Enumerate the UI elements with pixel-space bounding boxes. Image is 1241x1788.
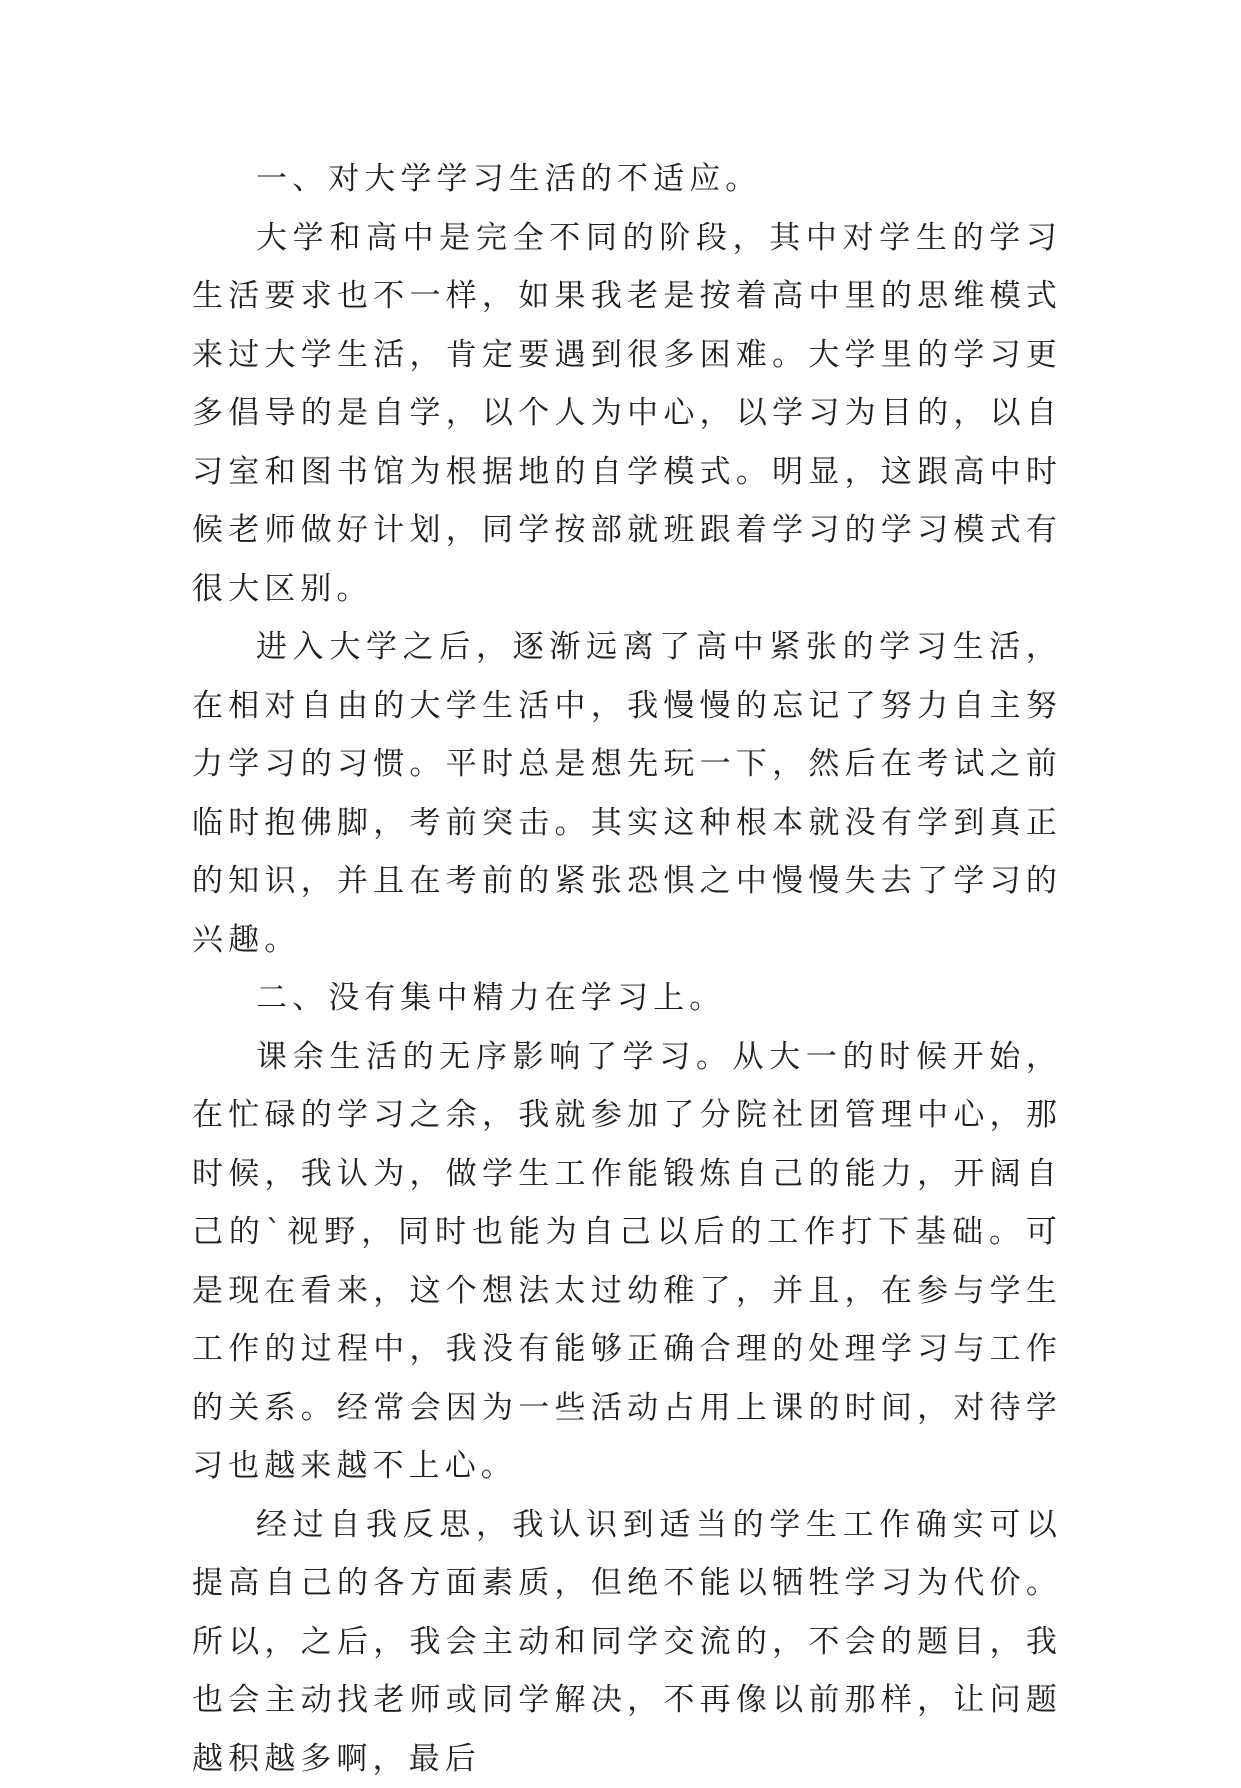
document-body — [192, 150, 1062, 1788]
paragraph-3: 课余生活的无序影响了学习。从大一的时候开始，在忙碌的学习之余，我就参加了分院社团管理中心，那时候，我认为，做学生工作能锻炼自己的能力，开阔自己的`视野，同时也能为自己以后的工作打下基础。可是现在看来，这个想法太过幼稚了，并且，在参与学生工作的过程中，我没有能够正确合理的处理学习与工作的关系。经常会因为一些活动占用上课的时间，对待学习也越来越不上心。 — [192, 1028, 1062, 1496]
section-heading-2: 二、没有集中精力在学习上。 — [192, 969, 1062, 1028]
paragraph-4: 经过自我反思，我认识到适当的学生工作确实可以提高自己的各方面素质，但绝不能以牺牲学习为代价。所以，之后，我会主动和同学交流的，不会的题目，我也会主动找老师或同学解决，不再像以前那样，让问题越积越多啊，最后 — [192, 1496, 1062, 1788]
paragraph-2: 进入大学之后，逐渐远离了高中紧张的学习生活，在相对自由的大学生活中，我慢慢的忘记了努力自主努力学习的习惯。平时总是想先玩一下，然后在考试之前临时抱佛脚，考前突击。其实这种根本就没有学到真正的知识，并且在考前的紧张恐惧之中慢慢失去了学习的兴趣。 — [192, 618, 1062, 969]
section-heading-1: 一、对大学学习生活的不适应。 — [192, 150, 1062, 209]
paragraph-1: 大学和高中是完全不同的阶段，其中对学生的学习生活要求也不一样，如果我老是按着高中里的思维模式来过大学生活，肯定要遇到很多困难。大学里的学习更多倡导的是自学，以个人为中心，以学习为目的，以自习室和图书馆为根据地的自学模式。明显，这跟高中时候老师做好计划，同学按部就班跟着学习的学习模式有很大区别。 — [192, 209, 1062, 619]
